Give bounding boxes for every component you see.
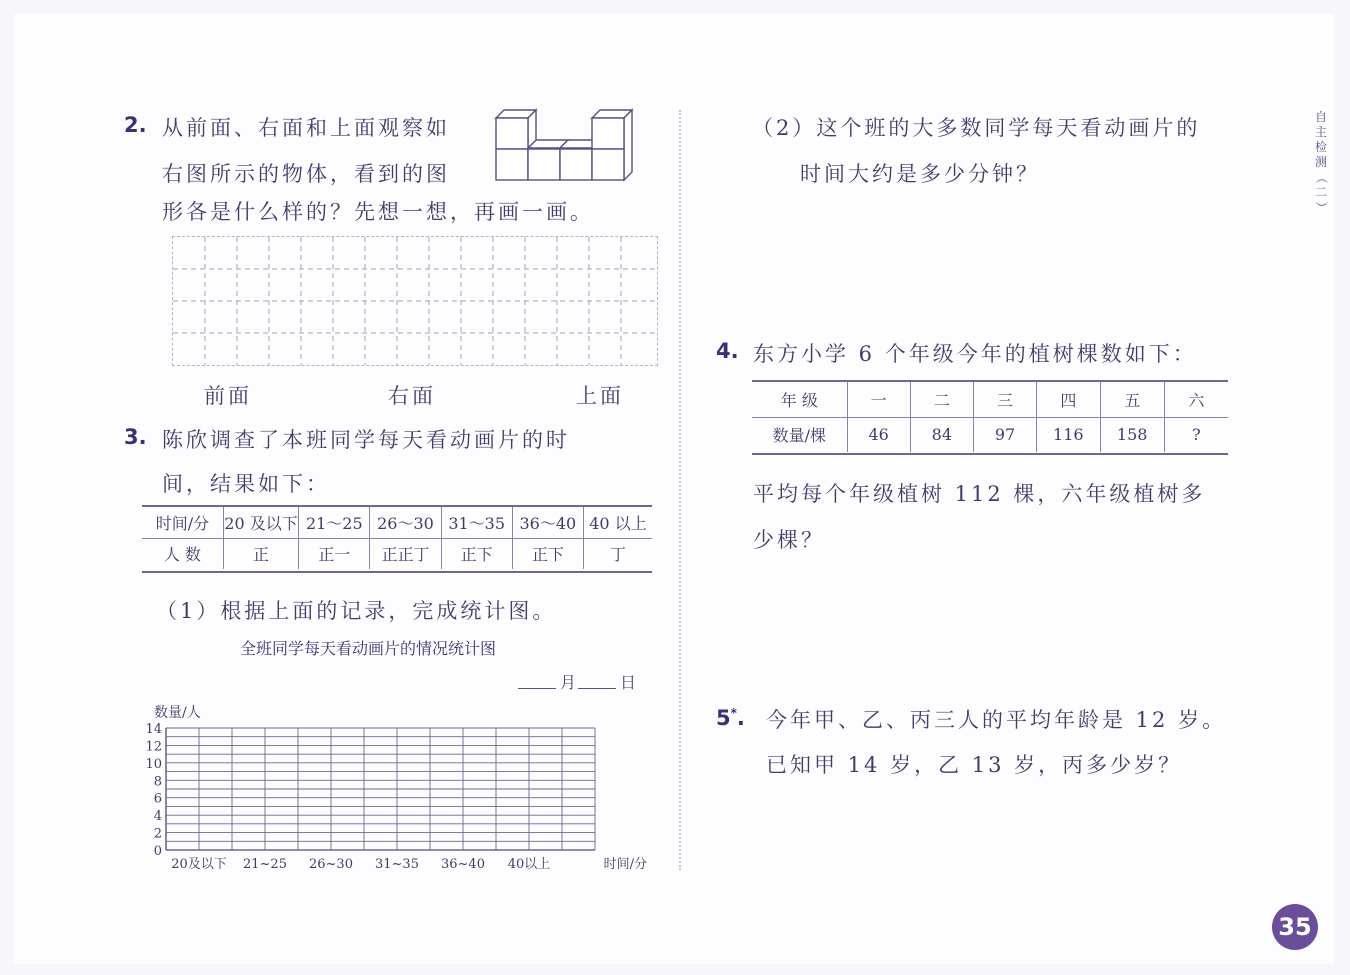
x-category-label: 21~25 bbox=[243, 857, 287, 872]
q3-line1: 陈欣调查了本班同学每天看动画片的时 bbox=[162, 428, 570, 452]
y-tick-label: 0 bbox=[153, 844, 162, 859]
label-right: 右面 bbox=[388, 384, 436, 408]
q5-number bbox=[716, 706, 745, 730]
q4-number: 4. bbox=[716, 339, 739, 363]
q4-value-cell: 97 bbox=[973, 417, 1036, 452]
q3-row-label: 人 数 bbox=[163, 545, 201, 565]
month-blank[interactable] bbox=[518, 688, 556, 689]
y-tick-label: 8 bbox=[153, 774, 162, 790]
day-blank[interactable] bbox=[578, 688, 616, 689]
date-month-label: 月 bbox=[560, 673, 577, 692]
q2-line2: 右图所示的物体，看到的图 bbox=[162, 162, 450, 186]
q3-number: 3. bbox=[124, 425, 147, 449]
q3-tally-cell: 正正丁 bbox=[370, 538, 441, 569]
q3-header-cell: 20 及以下 bbox=[223, 507, 298, 538]
chart-title: 全班同学每天看动画片的情况统计图 bbox=[240, 639, 497, 658]
q3-tally-cell: 正一 bbox=[299, 538, 370, 569]
drawing-grid[interactable] bbox=[172, 236, 658, 366]
x-category-label: 36~40 bbox=[441, 857, 485, 872]
q5-dot: . bbox=[736, 706, 745, 730]
y-tick-label: 12 bbox=[145, 739, 162, 755]
x-axis-label: 时间/分 bbox=[603, 857, 647, 872]
label-top: 上面 bbox=[576, 384, 624, 408]
q4-header-cell: 二 bbox=[910, 382, 973, 417]
q3-line2: 间，结果如下： bbox=[162, 472, 330, 496]
q3-record-table bbox=[142, 507, 652, 569]
q4-value-cell: ? bbox=[1164, 417, 1228, 452]
q3-tally-cell: 丁 bbox=[583, 538, 652, 569]
q3-header-cell: 时间/分 bbox=[142, 507, 223, 538]
sidebar-char: 主 bbox=[1314, 125, 1327, 139]
cube-figure bbox=[492, 104, 642, 186]
sidebar-char: ） bbox=[1314, 201, 1329, 214]
y-tick-label: 2 bbox=[153, 826, 162, 842]
q4-header-cell: 五 bbox=[1100, 382, 1164, 417]
q3-header-cell: 36～40 bbox=[512, 507, 583, 538]
y-axis-label: 数量/人 bbox=[154, 705, 201, 721]
statistics-chart[interactable] bbox=[140, 700, 660, 880]
x-category-label: 31~35 bbox=[375, 857, 419, 872]
q3-sub1: （1）根据上面的记录，完成统计图。 bbox=[156, 599, 557, 623]
q5-star: * bbox=[730, 706, 737, 720]
q4-header-cell: 年 级 bbox=[752, 382, 847, 417]
q2-line3: 形各是什么样的？先想一想，再画一画。 bbox=[162, 200, 594, 224]
q3-header-cell: 40 以上 bbox=[583, 507, 652, 538]
x-category-label: 40以上 bbox=[507, 857, 551, 872]
q4-value-cell: 158 bbox=[1100, 417, 1164, 452]
q2-line1: 从前面、右面和上面观察如 bbox=[162, 116, 450, 140]
q3-sub2-line2: 时间大约是多少分钟？ bbox=[800, 162, 1040, 186]
date-day-label: 日 bbox=[620, 673, 637, 692]
q3-header-cell: 31～35 bbox=[441, 507, 512, 538]
x-category-label: 20及以下 bbox=[171, 857, 227, 872]
q3-tally-cell: 正下 bbox=[441, 538, 512, 569]
sidebar-section-title bbox=[1313, 110, 1329, 215]
q3-header-cell: 26～30 bbox=[370, 507, 441, 538]
y-tick-label: 4 bbox=[153, 809, 162, 825]
q3-header-cell: 21～25 bbox=[299, 507, 370, 538]
sidebar-char: 测 bbox=[1314, 155, 1327, 169]
column-divider bbox=[679, 110, 687, 870]
q4-value-cell: 116 bbox=[1037, 417, 1100, 452]
q4-value-cell: 84 bbox=[910, 417, 973, 452]
q5-number-digit: 5 bbox=[716, 706, 731, 730]
sidebar-char: （ bbox=[1314, 171, 1329, 184]
q2-number: 2. bbox=[124, 113, 147, 137]
sidebar-char: 自 bbox=[1314, 110, 1327, 124]
q4-header-cell: 六 bbox=[1164, 382, 1228, 417]
y-tick-label: 14 bbox=[145, 722, 162, 737]
q4-header-cell: 一 bbox=[847, 382, 910, 417]
q4-header-cell: 四 bbox=[1037, 382, 1100, 417]
q4-value-cell: 46 bbox=[847, 417, 910, 452]
q4-tree-table bbox=[752, 382, 1228, 452]
q4-value-cell: 数量/棵 bbox=[772, 426, 826, 446]
label-front: 前面 bbox=[204, 384, 252, 408]
q5-line2: 已知甲 14 岁，乙 13 岁，丙多少岁？ bbox=[766, 753, 1183, 777]
q4-header-cell: 三 bbox=[973, 382, 1036, 417]
q3-tally-cell: 正下 bbox=[512, 538, 583, 569]
q4-line1: 平均每个年级植树 112 棵，六年级植树多 bbox=[753, 482, 1206, 506]
x-category-label: 26~30 bbox=[309, 857, 353, 872]
page-number: 35 bbox=[1272, 904, 1318, 950]
q5-line1: 今年甲、乙、丙三人的平均年龄是 12 岁。 bbox=[766, 708, 1227, 732]
y-tick-label: 10 bbox=[145, 756, 162, 772]
sidebar-char: 检 bbox=[1314, 140, 1327, 154]
q3-tally-cell: 正 bbox=[223, 538, 298, 569]
sidebar-char: 二 bbox=[1314, 185, 1327, 199]
q3-sub2-line1: （2）这个班的大多数同学每天看动画片的 bbox=[752, 116, 1201, 140]
y-tick-label: 6 bbox=[153, 791, 162, 807]
q4-line2: 少棵？ bbox=[753, 528, 825, 552]
q4-intro: 东方小学 6 个年级今年的植树棵数如下： bbox=[753, 342, 1197, 366]
